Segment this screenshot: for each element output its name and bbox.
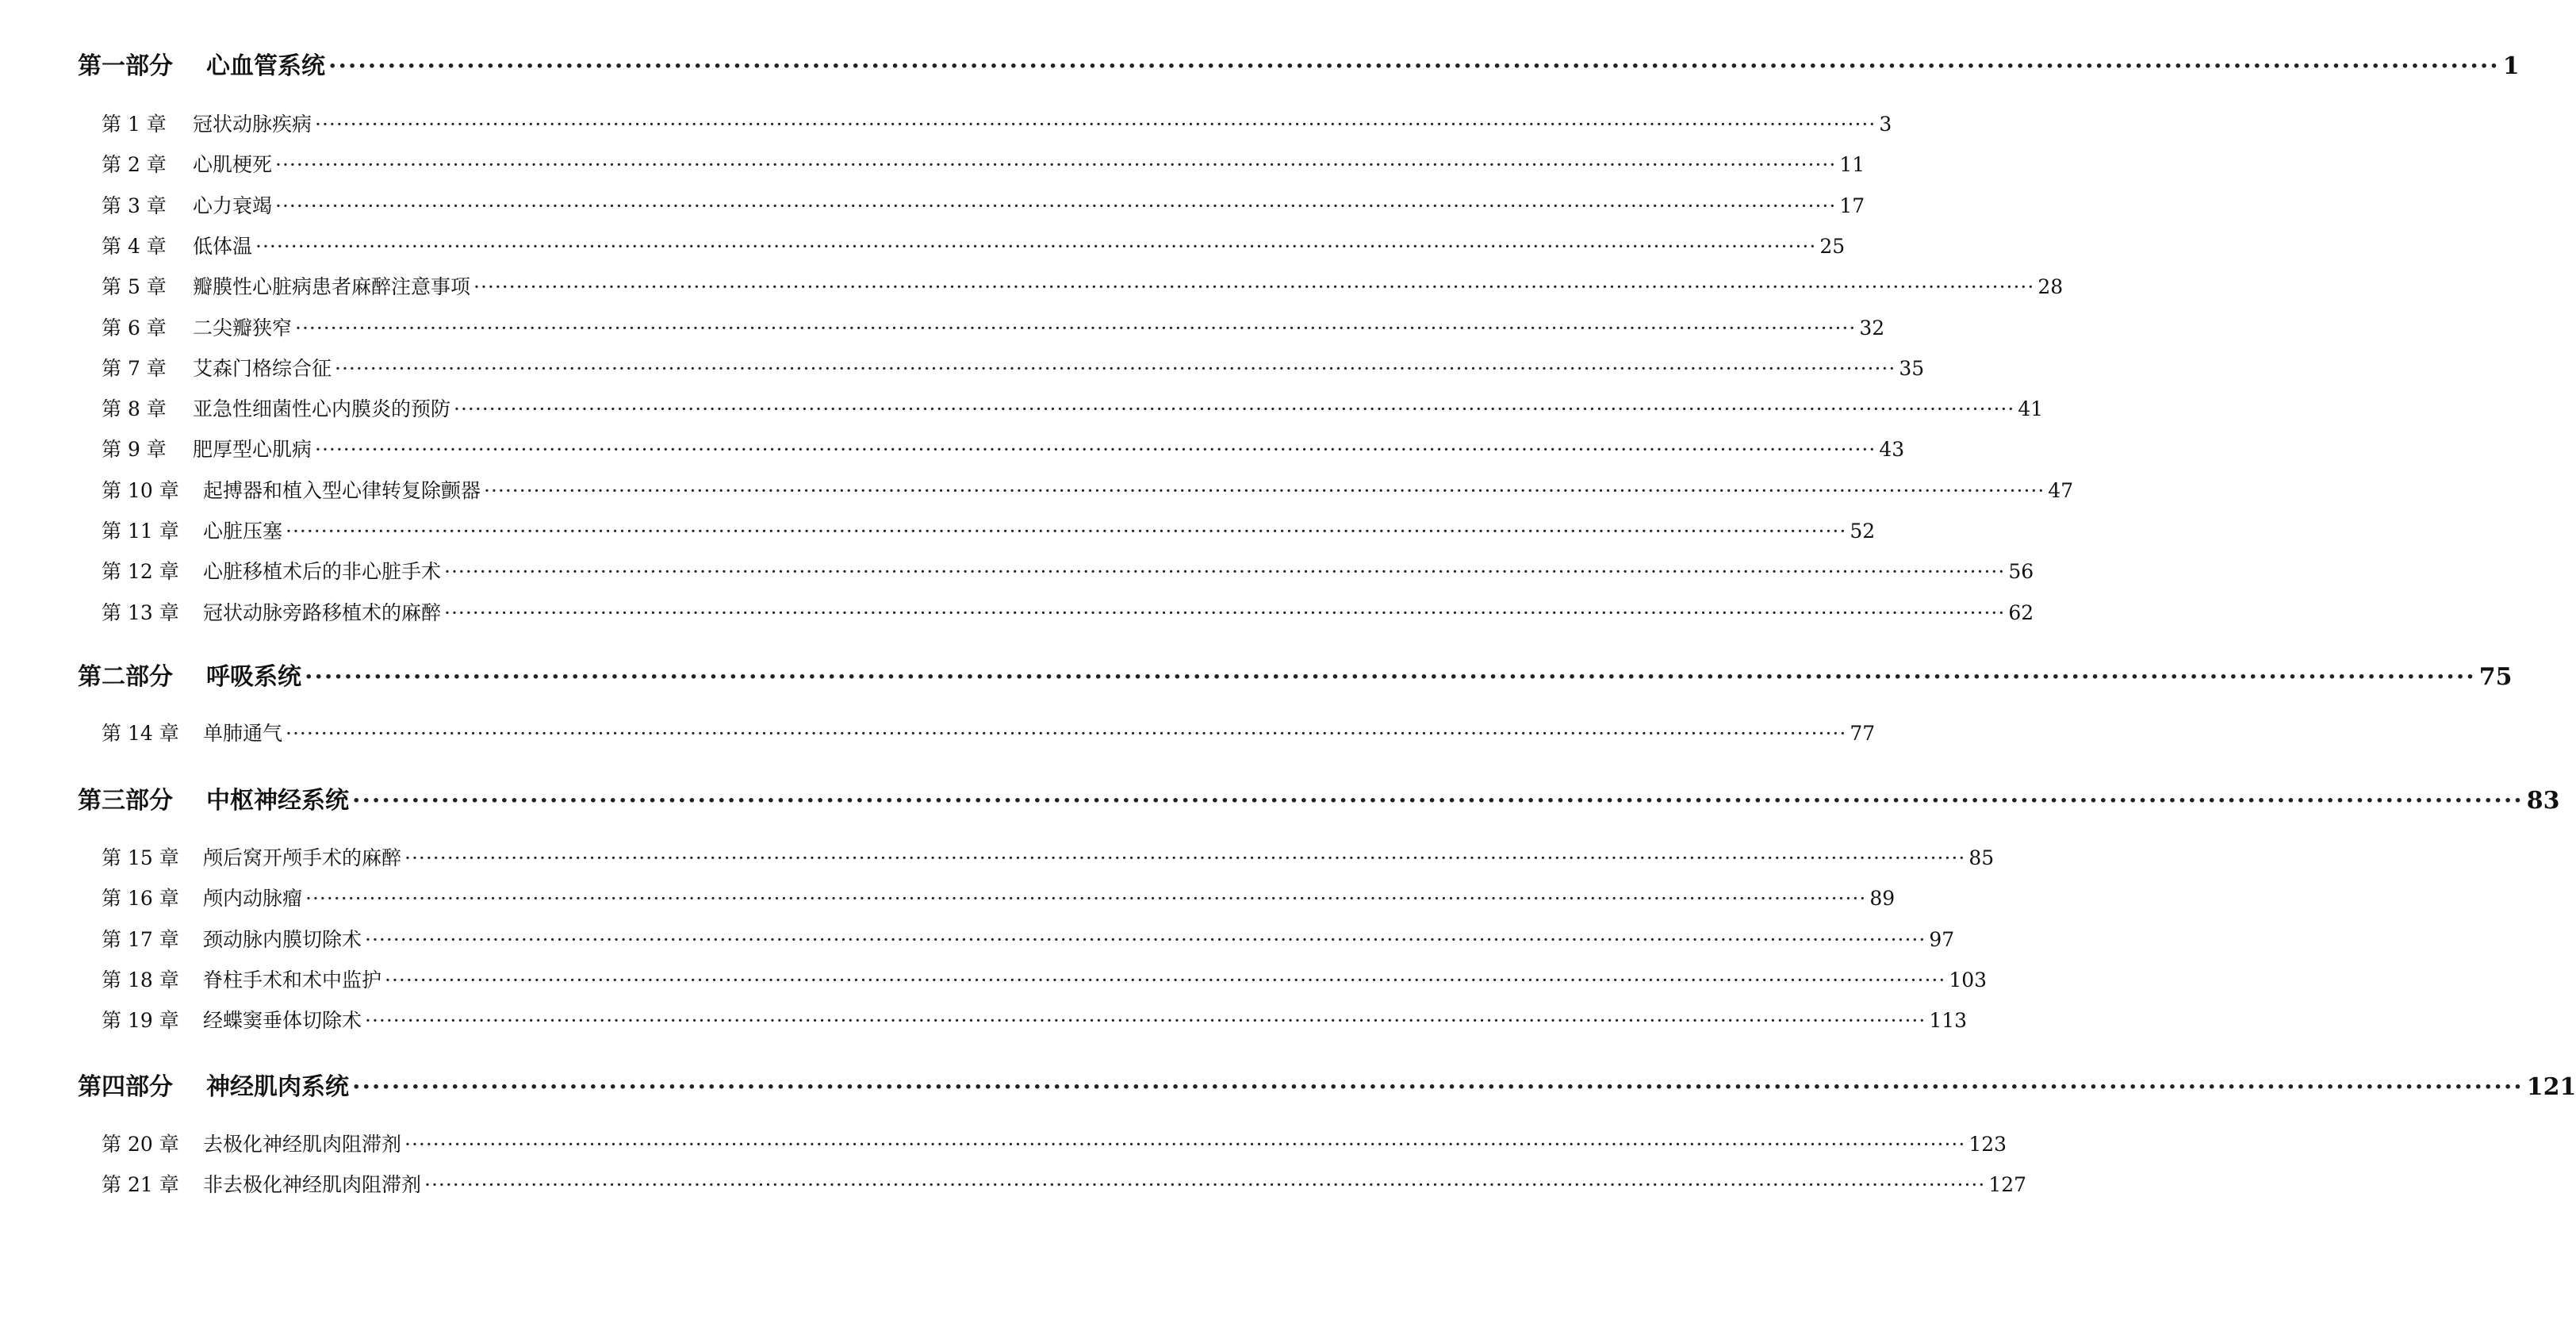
chapter-page-number: 97 [1929, 927, 1955, 951]
dot-leader: ···························································································································································································································· [484, 478, 2045, 502]
chapter-label: 第 3 章 [102, 194, 167, 217]
dot-leader: ···························································································································································································································· [328, 52, 2500, 80]
toc-part-entry[interactable] [78, 657, 2513, 692]
chapter-label: 第 4 章 [102, 234, 167, 258]
chapter-page-number: 85 [1968, 846, 1995, 869]
dot-leader: ···························································································································································································································· [424, 1173, 1986, 1197]
chapter-label: 第 9 章 [102, 438, 167, 462]
chapter-page-number: 17 [1839, 194, 1865, 217]
toc-chapter-entry[interactable] [102, 353, 1925, 382]
chapter-title: 二尖瓣狭窄 [193, 316, 293, 339]
dot-leader: ···························································································································································································································· [275, 194, 1837, 217]
chapter-page-number: 127 [1988, 1173, 2027, 1197]
chapter-title: 低体温 [193, 234, 253, 258]
toc-chapter-entry[interactable] [102, 1005, 1968, 1034]
chapter-label: 第 7 章 [102, 356, 167, 380]
chapter-page-number: 89 [1869, 887, 1896, 911]
chapter-title: 脊柱手术和术中监护 [203, 968, 382, 992]
toc-part-entry[interactable] [78, 781, 2560, 815]
chapter-page-number: 35 [1899, 356, 1925, 380]
chapter-title: 非去极化神经肌肉阻滞剂 [203, 1173, 422, 1197]
dot-leader: ···························································································································································································································· [335, 356, 1896, 380]
chapter-label: 第 6 章 [102, 316, 167, 339]
chapter-label: 第 12 章 [102, 560, 179, 584]
dot-leader: ···························································································································································································································· [365, 927, 1926, 951]
toc-chapter-entry[interactable] [102, 516, 1876, 544]
toc-part-entry[interactable] [78, 46, 2520, 81]
chapter-label: 第 18 章 [102, 968, 179, 992]
dot-leader: ···························································································································································································································· [255, 234, 1817, 258]
chapter-label: 第 21 章 [102, 1173, 179, 1197]
part-title: 呼吸系统 [206, 663, 301, 691]
chapter-title: 颅后窝开颅手术的麻醉 [203, 846, 402, 869]
chapter-page-number: 123 [1968, 1133, 2007, 1156]
chapter-page-number: 77 [1850, 722, 1876, 745]
chapter-title: 冠状动脉疾病 [193, 113, 312, 136]
chapter-page-number: 32 [1859, 316, 1885, 339]
part-title: 神经肌肉系统 [206, 1073, 349, 1101]
part-page-number: 83 [2526, 787, 2560, 815]
toc-chapter-entry[interactable] [102, 924, 1955, 953]
toc-chapter-entry[interactable] [102, 434, 1905, 462]
chapter-label: 第 11 章 [102, 520, 179, 543]
chapter-title: 心脏压塞 [203, 520, 283, 543]
toc-chapter-entry[interactable] [102, 109, 1892, 137]
dot-leader: ···························································································································································································································· [404, 846, 1966, 869]
part-label: 第二部分 [78, 663, 173, 691]
chapter-label: 第 16 章 [102, 887, 179, 911]
toc-chapter-entry[interactable] [102, 190, 1865, 219]
dot-leader: ···························································································································································································································· [305, 663, 2476, 691]
toc-chapter-entry[interactable] [102, 149, 1865, 178]
chapter-title: 心肌梗死 [193, 153, 273, 177]
chapter-title: 心脏移植术后的非心脏手术 [203, 560, 442, 584]
part-page-number: 1 [2502, 52, 2520, 80]
toc-chapter-entry[interactable] [102, 842, 1995, 871]
chapter-page-number: 103 [1949, 968, 1988, 992]
chapter-title: 经蝶窦垂体切除术 [203, 1009, 362, 1033]
part-label: 第四部分 [78, 1073, 173, 1101]
chapter-page-number: 41 [2018, 397, 2044, 421]
dot-leader: ···························································································································································································································· [305, 887, 1867, 911]
chapter-page-number: 3 [1879, 113, 1892, 136]
chapter-page-number: 28 [2037, 275, 2064, 299]
chapter-label: 第 17 章 [102, 927, 179, 951]
toc-chapter-entry[interactable] [102, 1129, 2007, 1157]
toc-chapter-entry[interactable] [102, 393, 2044, 422]
dot-leader: ···························································································································································································································· [404, 1133, 1966, 1156]
dot-leader: ···························································································································································································································· [444, 600, 2006, 624]
chapter-title: 单肺通气 [203, 722, 283, 745]
toc-part-entry[interactable] [78, 1067, 2576, 1102]
toc-chapter-entry[interactable] [102, 1169, 2027, 1198]
chapter-page-number: 47 [2048, 478, 2074, 502]
toc-chapter-entry[interactable] [102, 231, 1846, 259]
dot-leader: ···························································································································································································································· [315, 438, 1876, 462]
toc-chapter-entry[interactable] [102, 965, 1988, 993]
toc-chapter-entry[interactable] [102, 271, 2064, 300]
chapter-title: 冠状动脉旁路移植术的麻醉 [203, 600, 442, 624]
chapter-page-number: 52 [1850, 520, 1876, 543]
chapter-page-number: 11 [1839, 153, 1865, 177]
dot-leader: ···························································································································································································································· [385, 968, 1946, 992]
chapter-title: 艾森门格综合征 [193, 356, 332, 380]
chapter-label: 第 14 章 [102, 722, 179, 745]
dot-leader: ···························································································································································································································· [454, 397, 2015, 421]
dot-leader: ···························································································································································································································· [473, 275, 2035, 299]
dot-leader: ···························································································································································································································· [286, 722, 1847, 745]
toc-chapter-entry[interactable] [102, 556, 2034, 585]
chapter-label: 第 15 章 [102, 846, 179, 869]
chapter-page-number: 56 [2008, 560, 2034, 584]
chapter-label: 第 20 章 [102, 1133, 179, 1156]
part-page-number: 75 [2478, 663, 2513, 691]
toc-chapter-entry[interactable] [102, 718, 1876, 746]
dot-leader: ···························································································································································································································· [315, 113, 1876, 136]
dot-leader: ···························································································································································································································· [295, 316, 1857, 339]
chapter-title: 瓣膜性心脏病患者麻醉注意事项 [193, 275, 471, 299]
chapter-label: 第 8 章 [102, 397, 167, 421]
part-label: 第三部分 [78, 787, 173, 815]
toc-chapter-entry[interactable] [102, 883, 1896, 911]
toc-chapter-entry[interactable] [102, 475, 2074, 504]
dot-leader: ···························································································································································································································· [365, 1009, 1926, 1033]
dot-leader: ···························································································································································································································· [352, 787, 2524, 815]
chapter-page-number: 113 [1929, 1009, 1968, 1033]
dot-leader: ···························································································································································································································· [286, 520, 1847, 543]
chapter-label: 第 13 章 [102, 600, 179, 624]
chapter-title: 起搏器和植入型心律转复除颤器 [203, 478, 481, 502]
dot-leader: ···························································································································································································································· [444, 560, 2006, 584]
chapter-title: 去极化神经肌肉阻滞剂 [203, 1133, 402, 1156]
chapter-title: 心力衰竭 [193, 194, 273, 217]
chapter-label: 第 10 章 [102, 478, 179, 502]
part-title: 中枢神经系统 [206, 787, 349, 815]
chapter-page-number: 43 [1879, 438, 1905, 462]
chapter-page-number: 62 [2008, 600, 2034, 624]
chapter-label: 第 2 章 [102, 153, 167, 177]
dot-leader: ···························································································································································································································· [275, 153, 1837, 177]
toc-chapter-entry[interactable] [102, 597, 2034, 626]
chapter-label: 第 1 章 [102, 113, 167, 136]
chapter-title: 颅内动脉瘤 [203, 887, 303, 911]
part-page-number: 121 [2526, 1073, 2576, 1101]
part-label: 第一部分 [78, 52, 173, 80]
chapter-label: 第 5 章 [102, 275, 167, 299]
chapter-page-number: 25 [1819, 234, 1846, 258]
chapter-title: 亚急性细菌性心内膜炎的预防 [193, 397, 451, 421]
dot-leader: ···························································································································································································································· [352, 1073, 2524, 1101]
toc-chapter-entry[interactable] [102, 313, 1885, 341]
chapter-title: 肥厚型心肌病 [193, 438, 312, 462]
chapter-title: 颈动脉内膜切除术 [203, 927, 362, 951]
part-title: 心血管系统 [206, 52, 325, 80]
chapter-label: 第 19 章 [102, 1009, 179, 1033]
